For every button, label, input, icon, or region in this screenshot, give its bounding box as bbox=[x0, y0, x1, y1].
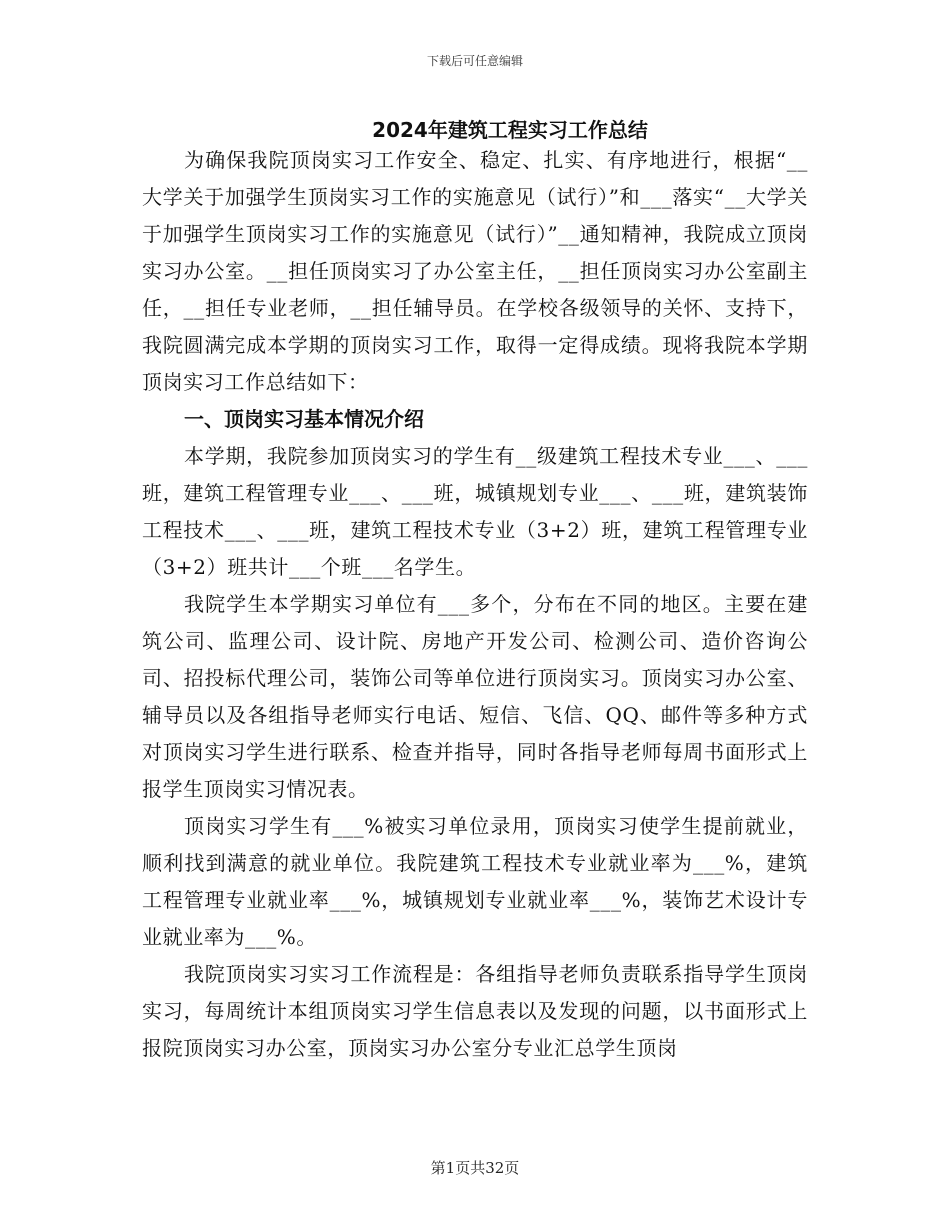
paragraph-workflow: 我院顶岗实习实习工作流程是：各组指导老师负责联系指导学生顶岗实习，每周统计本组顶岗实习学生信息表以及发现的问题，以书面形式上报院顶岗实习办公室，顶岗实习办公室分专业汇总学生顶岗 bbox=[142, 962, 808, 1060]
page-number: 第1页共32页 bbox=[430, 1159, 520, 1177]
paragraph-units: 我院学生本学期实习单位有___多个，分布在不同的地区。主要在建筑公司、监理公司、设计院、房地产开发公司、检测公司、造价咨询公司、招投标代理公司，装饰公司等单位进行顶岗实习。顶岗实习办公室、辅导员以及各组指导老师实行电话、短信、飞信、QQ、邮件等多种方式对顶岗实习学生进行联系、检查并指导，同时各指导老师每周书面形式上报学生顶岗实习情况表。 bbox=[142, 592, 808, 801]
paragraph-employment: 顶岗实习学生有___%被实习单位录用，顶岗实习使学生提前就业，顺利找到满意的就业单位。我院建筑工程技术专业就业率为___%，建筑工程管理专业就业率___%，城镇规划专业就业率___%，装饰艺术设计专业就业率为___%。 bbox=[142, 814, 808, 949]
section-heading-basic-info: 一、顶岗实习基本情况介绍 bbox=[184, 407, 424, 431]
document-body bbox=[142, 142, 808, 1067]
document-title: 2024年建筑工程实习工作总结 bbox=[372, 118, 648, 142]
paragraph-intro: 为确保我院顶岗实习工作安全、稳定、扎实、有序地进行，根据“__大学关于加强学生顶岗实习工作的实施意见（试行）”和___落实“__大学关于加强学生顶岗实习工作的实施意见（试行）”__通知精神，我院成立顶岗实习办公室。__担任顶岗实习了办公室主任，__担任顶岗实习办公室副主任，__担任专业老师，__担任辅导员。在学校各级领导的关怀、支持下，我院圆满完成本学期的顶岗实习工作，取得一定得成绩。现将我院本学期顶岗实习工作总结如下： bbox=[142, 148, 808, 394]
paragraph-students: 本学期，我院参加顶岗实习的学生有__级建筑工程技术专业___、___班，建筑工程管理专业___、___班，城镇规划专业___、___班，建筑装饰工程技术___、___班，建筑工程技术专业（3+2）班，建筑工程管理专业（3+2）班共计___个班___名学生。 bbox=[142, 444, 808, 579]
page-header-note: 下载后可任意编辑 bbox=[426, 54, 523, 68]
